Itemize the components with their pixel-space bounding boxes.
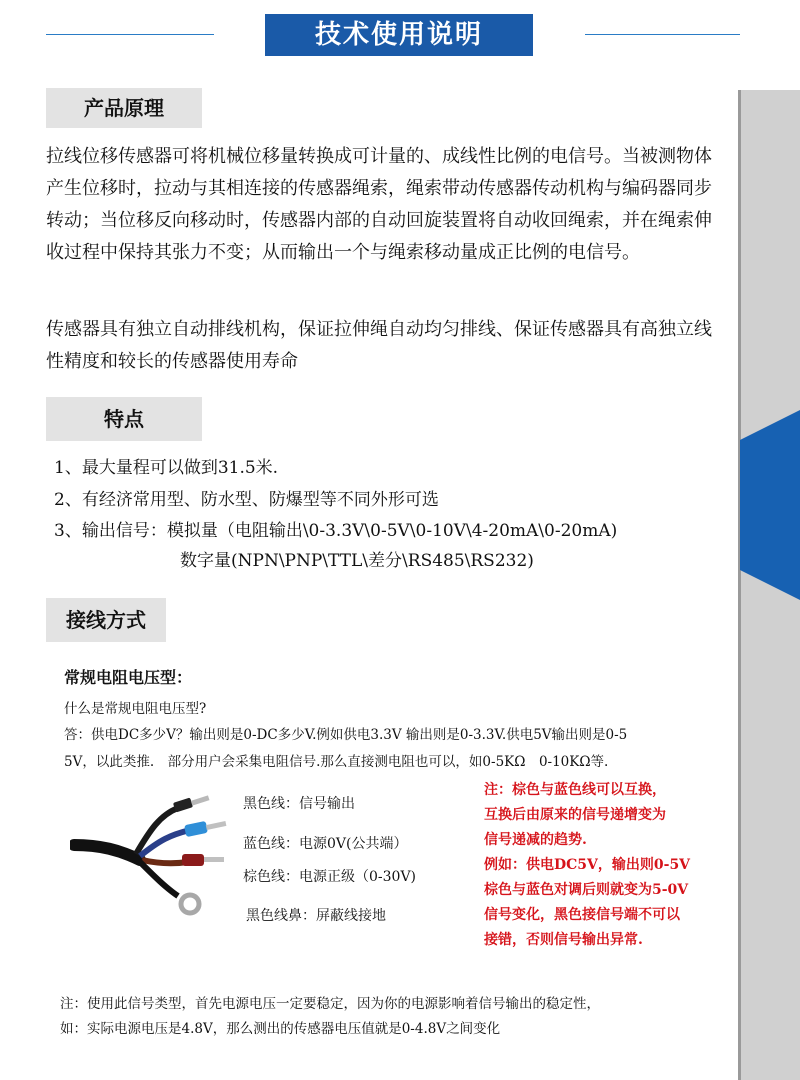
red-note-line: 信号变化，黑色接信号端不可以 xyxy=(484,907,680,923)
pin-black xyxy=(191,795,210,805)
cable-sheath xyxy=(74,845,140,860)
cable-illustration xyxy=(70,790,240,930)
feature-item-2: 2、有经济常用型、防水型、防爆型等不同外形可选 xyxy=(54,490,439,510)
wire-shield xyxy=(140,862,178,896)
footnote-line1: 注：使用此信号类型，首先电源电压一定要稳定，因为你的电源影响着信号输出的稳定性， xyxy=(60,996,600,1012)
wiring-subheading: 常规电阻电压型： xyxy=(64,668,193,687)
wire-label-black: 黑色线：信号输出 xyxy=(243,796,355,812)
footnote-line2: 如：实际电源电压是4.8V，那么测出的传感器电压值就是0-4.8V之间变化 xyxy=(60,1021,501,1037)
header-rule-left xyxy=(46,34,214,35)
feature-item-3-line2: 数字量(NPN\PNP\TTL\差分\RS485\RS232) xyxy=(180,551,534,571)
wire-label-blue: 蓝色线：电源0V(公共端） xyxy=(243,836,408,852)
section-heading-features: 特点 xyxy=(46,397,202,441)
pin-blue xyxy=(206,821,227,830)
feature-item-1: 1、最大量程可以做到31.5米. xyxy=(54,458,279,478)
principle-paragraph-1: 拉线位移传感器可将机械位移量转换成可计量的、成线性比例的电信号。当被测物体产生位移时，拉动与其相连接的传感器绳索，绳索带动传感器传动机构与编码器同步转动；当位移反向移动时，传感器内部的自动回旋装置将自动收回绳索，并在绳索伸收过程中保持其张力不变；从而输出一个与绳索移动量成正比例的电信号。 xyxy=(46,146,712,263)
wire-label-shield: 黑色线鼻：屏蔽线接地 xyxy=(246,908,386,924)
wiring-answer-line2: 5V，以此类推. 部分用户会采集电阻信号.那么直接测电阻也可以，如0-5KΩ 0-10KΩ等. xyxy=(64,754,609,770)
terminal-blue xyxy=(184,821,208,837)
wire-brown xyxy=(142,860,188,863)
section-heading-wiring: 接线方式 xyxy=(46,598,166,642)
red-note-line: 接错，否则信号输出异常. xyxy=(484,932,643,948)
wiring-question: 什么是常规电阻电压型? xyxy=(64,701,207,717)
terminal-black xyxy=(173,797,193,812)
red-note-line: 例如：供电DC5V，输出则0-5V xyxy=(484,857,691,873)
feature-item-3: 3、输出信号：模拟量（电阻输出\0-3.3V\0-5V\0-10V\4-20mA\0-20mA) xyxy=(54,521,618,541)
wiring-red-note xyxy=(484,778,734,953)
section-heading-principle: 产品原理 xyxy=(46,88,202,128)
red-note-line: 互换后由原来的信号递增变为 xyxy=(484,807,666,823)
pin-brown xyxy=(204,857,224,862)
red-note-line: 注：棕色与蓝色线可以互换， xyxy=(484,782,666,798)
principle-paragraph-2: 传感器具有独立自动排线机构，保证拉伸绳自动均匀排线、保证传感器具有高独立线性精度和较长的传感器使用寿命 xyxy=(46,319,712,372)
terminal-brown xyxy=(182,854,204,866)
header-rule-right xyxy=(585,34,740,35)
side-decoration-accent xyxy=(740,410,800,600)
page-title: 技术使用说明 xyxy=(265,14,533,56)
shield-ring-lug xyxy=(181,895,199,913)
red-note-line: 信号递减的趋势. xyxy=(484,832,587,848)
wire-label-brown: 棕色线：电源正级（0-30V) xyxy=(243,869,417,885)
red-note-line: 棕色与蓝色对调后则就变为5-0V xyxy=(484,882,689,898)
wiring-answer-line1: 答：供电DC多少V？输出则是0-DC多少V.例如供电3.3V 输出则是0-3.3V.供电5V输出则是0-5 xyxy=(64,727,628,743)
